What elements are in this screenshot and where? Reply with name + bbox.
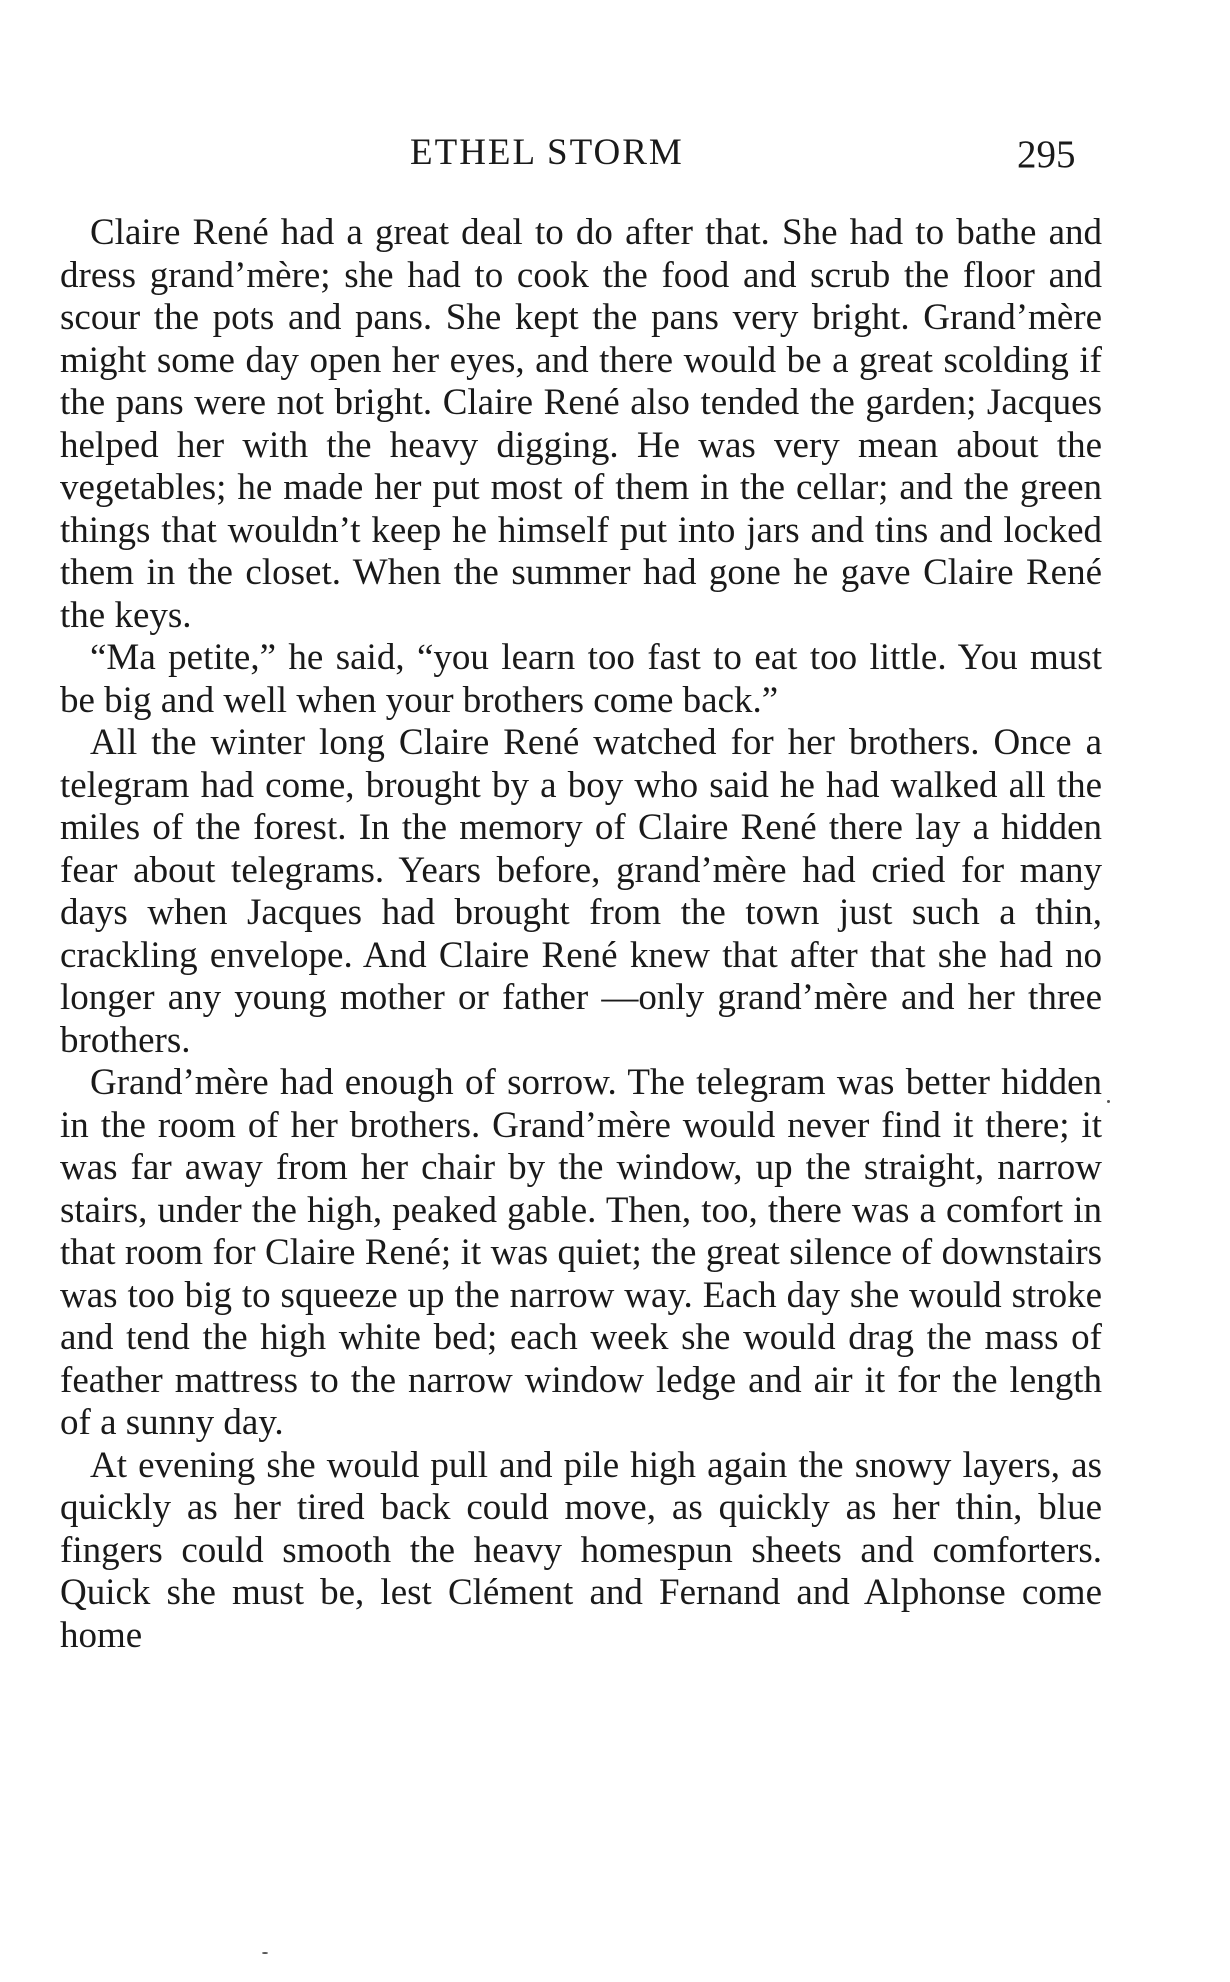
page-number: 295 [1017, 133, 1076, 176]
running-head [0, 128, 1230, 178]
print-speck [262, 1952, 268, 1954]
paragraph-1: Claire René had a great deal to do after that. She had to bathe and dress grand’mère; she had to cook the food and scrub the floor and scour the pots and pans. She kept the pans very bright. Grand’mère might some day open her eyes, and there would be a great scolding if the pans were not bright. Claire René also tended the garden; Jacques helped her with the heavy digging. He was very mean about the vegetables; he made her put most of them in the cellar; and the green things that wouldn’t keep he himself put into jars and tins and locked them in the closet. When the summer had gone he gave Claire René the keys. [60, 212, 1102, 636]
print-speck [1107, 1100, 1110, 1103]
paragraph-2: “Ma petite,” he said, “you learn too fast to eat too little. You must be big and well when your brothers come back.” [60, 637, 1102, 721]
paragraph-3: All the winter long Claire René watched for her brothers. Once a telegram had come, brought by a boy who said he had walked all the miles of the forest. In the memory of Claire René there lay a hidden fear about telegrams. Years before, grand’mère had cried for many days when Jacques had brought from the town just such a thin, crackling envelope. And Claire René knew that after that she had no longer any young mother or father —only grand’mère and her three brothers. [60, 722, 1102, 1061]
body-text [60, 212, 1102, 1657]
running-title: ETHEL STORM [410, 132, 684, 173]
paragraph-4: Grand’mère had enough of sorrow. The telegram was better hidden in the room of her brothers. Grand’mère would never find it there; it was far away from her chair by the window, up the straight, narrow stairs, under the high, peaked gable. Then, too, there was a comfort in that room for Claire René; it was quiet; the great silence of downstairs was too big to squeeze up the narrow way. Each day she would stroke and tend the high white bed; each week she would drag the mass of feather mattress to the narrow window ledge and air it for the length of a sunny day. [60, 1062, 1102, 1443]
paragraph-5: At evening she would pull and pile high again the snowy layers, as quickly as her tired back could move, as quickly as her thin, blue fingers could smooth the heavy homespun sheets and comforters. Quick she must be, lest Clément and Fernand and Alphonse come home [60, 1444, 1102, 1656]
